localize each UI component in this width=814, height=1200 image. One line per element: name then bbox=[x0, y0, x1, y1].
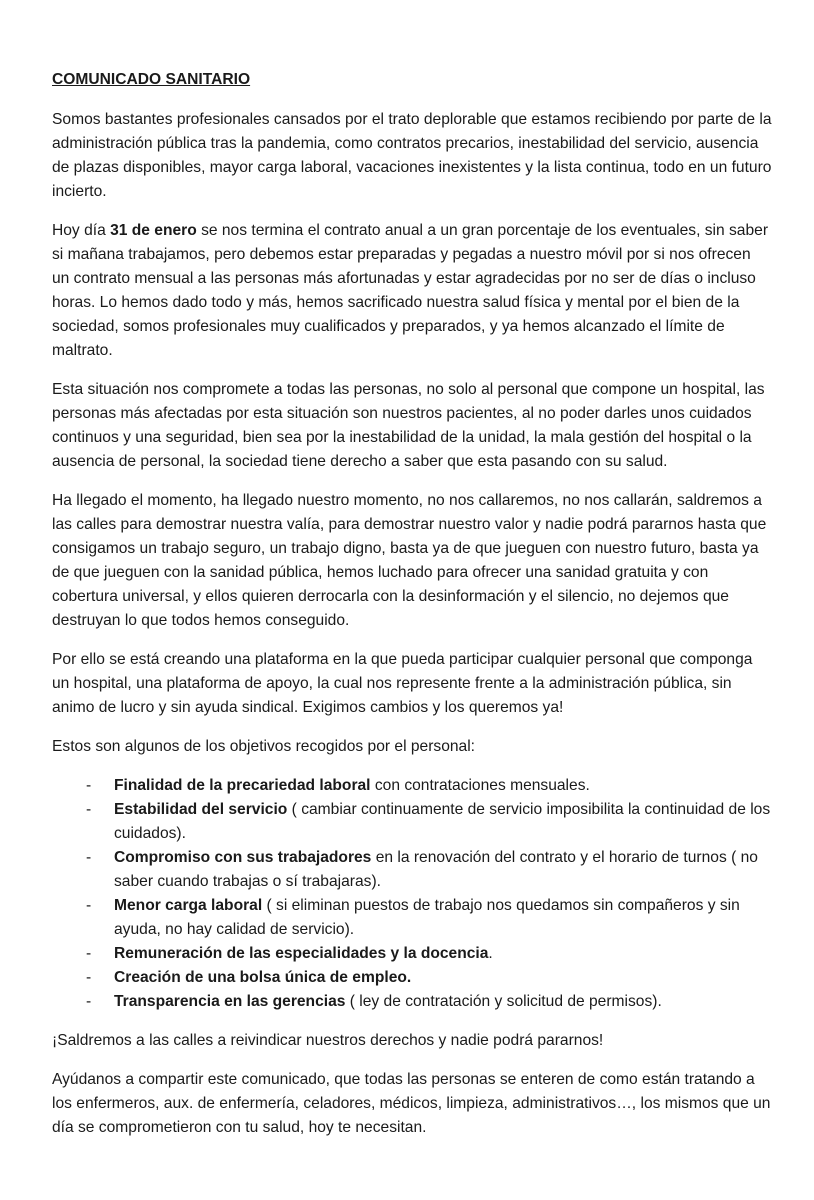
paragraph-objectives-intro bbox=[52, 735, 772, 759]
objective-text: ( ley de contratación y solicitud de permisos). bbox=[345, 993, 662, 1010]
paragraph-moment bbox=[52, 489, 772, 633]
list-dash: - bbox=[86, 993, 92, 1010]
list-item bbox=[52, 798, 772, 846]
date-highlight: 31 de enero bbox=[110, 222, 197, 239]
paragraph-text: Estos son algunos de los objetivos recogidos por el personal: bbox=[52, 738, 476, 755]
paragraph-text: Ayúdanos a compartir este comunicado, que todas las personas se enteren de como están tratando a los enfermeros, aux. de enfermería, celadores, médicos, limpieza, administrativos…, los mismos que un día se comprometieron con tu salud, hoy te necesitan. bbox=[52, 1071, 771, 1136]
objective-text: ( si eliminan puestos de trabajo nos quedamos sin compañeros y sin ayuda, no hay calidad de servicio). bbox=[114, 897, 740, 938]
list-item bbox=[52, 966, 772, 990]
list-item bbox=[52, 774, 772, 798]
paragraph-text: Por ello se está creando una plataforma en la que pueda participar cualquier personal que componga un hospital, una plataforma de apoyo, la cual nos represente frente a la administración pública, sin animo de lucro y sin ayuda sindical. Exigimos cambios y los queremos ya! bbox=[52, 651, 753, 716]
paragraph-platform bbox=[52, 648, 772, 720]
objective-heading: Remuneración de las especialidades y la docencia bbox=[114, 945, 489, 962]
list-item bbox=[52, 894, 772, 942]
objective-heading: Estabilidad del servicio bbox=[114, 801, 288, 818]
objective-text: en la renovación del contrato y el horario de turnos ( no saber cuando trabajas o sí trabajaras). bbox=[114, 849, 758, 890]
list-dash: - bbox=[86, 801, 92, 818]
objective-text: con contrataciones mensuales. bbox=[370, 777, 590, 794]
list-item bbox=[52, 846, 772, 894]
objective-text: ( cambiar continuamente de servicio imposibilita la continuidad de los cuidados). bbox=[114, 801, 771, 842]
paragraph-share bbox=[52, 1068, 772, 1140]
objective-text: . bbox=[488, 945, 493, 962]
list-item bbox=[52, 990, 772, 1014]
list-dash: - bbox=[86, 945, 92, 962]
objective-heading: Transparencia en las gerencias bbox=[114, 993, 346, 1010]
list-dash: - bbox=[86, 897, 92, 914]
paragraph-intro bbox=[52, 108, 772, 204]
paragraph-text: ¡Saldremos a las calles a reivindicar nuestros derechos y nadie podrá pararnos! bbox=[52, 1032, 604, 1049]
list-dash: - bbox=[86, 849, 92, 866]
paragraph-text: Ha llegado el momento, ha llegado nuestro momento, no nos callaremos, no nos callarán, saldremos a las calles para demostrar nuestra valía, para demostrar nuestro valor y nadie podrá pararnos hasta que consigamos un trabajo seguro, un trabajo digno, basta ya de que jueguen con nuestro futuro, basta ya de que jueguen con la sanidad pública, hemos luchado para ofrecer una sanidad gratuita y con cobertura universal, y ellos quieren derrocarla con la desinformación y el silencio, no dejemos que destruyan lo que todos hemos conseguido. bbox=[52, 492, 767, 629]
paragraph-text: se nos termina el contrato anual a un gran porcentaje de los eventuales, sin saber si mañana trabajamos, pero debemos estar preparadas y pegadas a nuestro móvil por si nos ofrecen un contrato mensual a las personas más afortunadas y estar agradecidas por no ser de días o incluso horas. Lo hemos dado todo y más, hemos sacrificado nuestra salud física y mental por el bien de la sociedad, somos profesionales muy cualificados y preparados, y ya hemos alcanzado el límite de maltrato. bbox=[52, 222, 769, 359]
list-item bbox=[52, 942, 772, 966]
paragraph-patients bbox=[52, 378, 772, 474]
list-dash: - bbox=[86, 969, 92, 986]
document-page bbox=[52, 68, 772, 1155]
objective-heading: Compromiso con sus trabajadores bbox=[114, 849, 372, 866]
paragraph-contract-end bbox=[52, 219, 772, 363]
paragraph-text: Somos bastantes profesionales cansados por el trato deplorable que estamos recibiendo por parte de la administración pública tras la pandemia, como contratos precarios, inestabilidad del servicio, ausencia de plazas disponibles, mayor carga laboral, vacaciones inexistentes y la lista continua, todo en un futuro incierto. bbox=[52, 111, 772, 200]
objective-heading: Menor carga laboral bbox=[114, 897, 263, 914]
objective-heading: Creación de una bolsa única de empleo. bbox=[114, 969, 412, 986]
paragraph-call-to-action bbox=[52, 1029, 772, 1053]
objectives-list bbox=[52, 774, 772, 1014]
list-dash: - bbox=[86, 777, 92, 794]
document-title: COMUNICADO SANITARIO bbox=[52, 71, 251, 88]
paragraph-text: Hoy día bbox=[52, 222, 111, 239]
objective-heading: Finalidad de la precariedad laboral bbox=[114, 777, 371, 794]
paragraph-text: Esta situación nos compromete a todas las personas, no solo al personal que compone un hospital, las personas más afectadas por esta situación son nuestros pacientes, al no poder darles unos cuidados continuos y una seguridad, bien sea por la inestabilidad de la unidad, la mala gestión del hospital o la ausencia de personal, la sociedad tiene derecho a saber que esta pasando con su salud. bbox=[52, 381, 765, 470]
